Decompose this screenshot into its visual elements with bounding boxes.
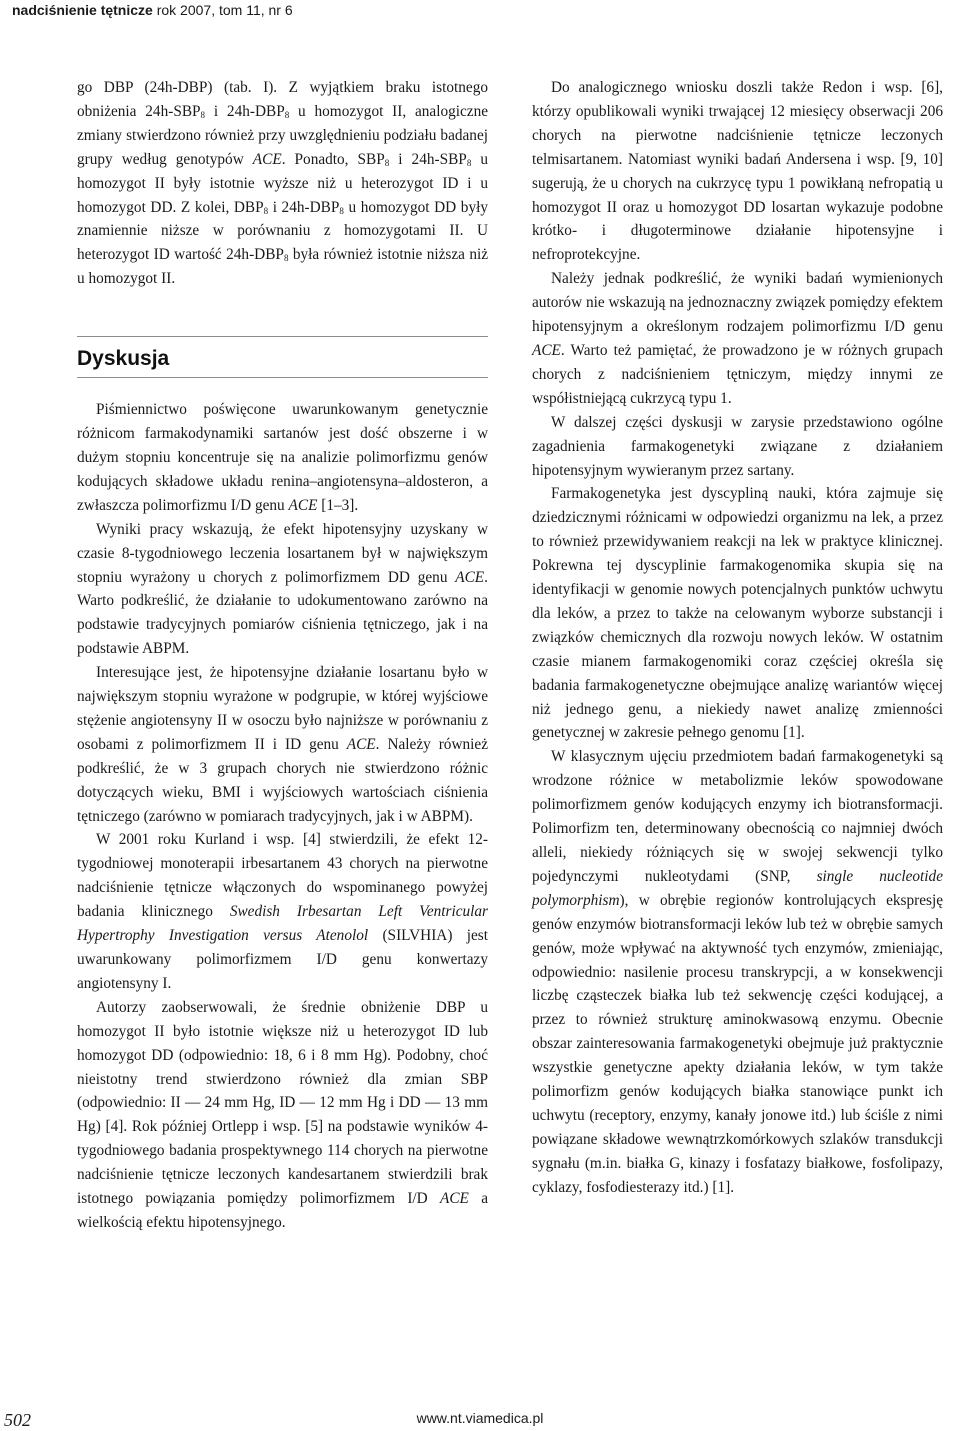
text-run: i 24h-SBP [389,150,467,168]
section-title: Dyskusja [77,347,170,371]
text-run: W klasycznym ujęciu przedmiotem badań farmakogenetyki są wrodzone różnice w metabolizmie leków spowodowane polimorfizmem genów kodujących enzymy ich biotransformacji. Polimorfizm ten, determinowany obecnością co najmniej dwóch alleli, niekiedy różniących się w swojej sekwencji tylko pojedynczymi nukleotydami (SNP, [532,748,943,885]
text-run: W 2001 roku Kurland i wsp. [4] stwierdzili, że efekt 12-tygodniowej monoterapii irbesartanem 43 chorych na pierwotne nadciśnienie tętnicze włączonych do wspominanego powyżej badania klinicznego [77,831,488,921]
page-number: 502 [4,1410,31,1430]
discussion-paragraph [532,482,943,745]
text-run: Wyniki pracy wskazują, że efekt hipotensyjny uzyskany w czasie 8-tygodniowego leczenia losartanem był w największym stopniu wyrażony u chorych z polimorfizmem DD genu [77,520,488,586]
discussion-paragraph [532,76,943,267]
subscript: 8 [200,109,206,120]
text-run: go DBP (24h-DBP) (tab. I). Z wyjątkiem braku istotnego obniżenia 24h-SBP [77,79,488,120]
text-run: i 24h-DBP [268,198,340,216]
journal-name: nadciśnienie tętnicze [12,2,153,18]
subscript: 8 [384,157,390,168]
subscript: 8 [466,157,472,168]
subscript: 8 [283,253,289,264]
text-run: Piśmiennictwo poświęcone uwarunkowanym genetycznie różnicom farmakodynamiki sartanów jest dość obszerne i w dużym stopniu koncentruje się na analizie polimorfizmu genów kodujących składowe układu renina–angiotensyna–aldosteron, a zwłaszcza polimorfizmu I/D genu [77,401,488,514]
discussion-paragraph [77,996,488,1235]
text-run: Farmakogenetyka jest dyscypliną nauki, która zajmuje się dziedzicznymi różnicami w odpowiedzi organizmu na lek, a przez to również przewidywaniem reakcji na lek w praktyce klinicznej. Pokrewna tej dyscyplinie farmakogenomika skupia się na identyfikacji w genomie nowych potencjalnych punktów uchwytu dla leków, a przez to także na celowanym wyborze substancji i związków chemicznych dla rozwoju nowych leków. W ostatnim czasie mianem farmakogenomiki coraz częściej określa się badania farmakogenetyczne obejmujące analizę wariantów więcej niż jednego genu, a niekiedy nawet analizę zmienności genetycznej w zakresie pełnego genomu [1]. [532,485,943,742]
footer-url[interactable]: www.nt.viamedica.pl [416,1410,544,1426]
text-run: ), w obrębie regionów kontrolujących ekspresję genów enzymów biotransformacji leków lub też w obrębie samych genów, może wpływać na aktywność tych enzymów, zmieniając, odpowiednio: nasilenie procesu transkrypcji, a w konsekwencji liczbę cząsteczek białka lub też sekwencję części kodującej, a przez to również strukturę aminokwasową enzymu. Obecnie obszar zainteresowania farmakogenetyki obejmuje już praktycznie wszystkie genetyczne apekty działania leków, w tym także polimorfizm genów kodujących białka stanowiące punkt ich uchwytu (receptory, enzymy, kanały jonowe itd.) lub ściśle z nimi powiązane składowe wewnątrzkomórkowych szlaków transdukcji sygnału (m.in. białka G, kinazy i fosfatazy białkowe, fosfolipazy, cyklazy, fosfodiesterazy itd.) [1]. [532,891,943,1196]
right-column [532,76,943,1200]
running-header [12,2,293,18]
gene-name: ACE [346,735,376,753]
text-run: Do analogicznego wniosku doszli także Redon i wsp. [6], którzy opublikowali wyniki trwającej 12 miesięcy obserwacji 206 chorych na pierwotne nadciśnienie tętnicze leczonych telmisartanem. Natomiast wyniki badań Andersena i wsp. [9, 10] sugerują, że u chorych na cukrzycę typu 1 powikłaną nefropatią u homozygot II oraz u homozygot DD losartan wykazuje podobne krótko- i długoterminowe działanie hipotensyjne i nefroprotekcyjne. [532,79,943,264]
text-run: u homozygot II były istotnie wyższe niż u heterozygot ID i u homozygot DD. Z kolei, DBP [77,150,488,216]
discussion-paragraph [77,518,488,661]
study-name: Swedish Irbesartan Left Ventricular Hypertrophy Investigation versus Atenolol [77,903,488,945]
subscript: 8 [263,205,269,216]
discussion-paragraph [532,411,943,483]
discussion-paragraph [77,661,488,828]
discussion-paragraph [77,398,488,518]
discussion-paragraph [532,267,943,410]
gene-name: ACE [455,568,485,586]
discussion-paragraph [77,828,488,995]
text-run: . Warto też pamiętać, że prowadzono je w różnych grupach chorych z nadciśnieniem tętniczym, między innymi ze współistniejącą cukrzycą typu 1. [532,341,943,407]
discussion-paragraph [532,745,943,1199]
text-run: W dalszej części dyskusji w zarysie przedstawiono ogólne zagadnienia farmakogenetyki związane z działaniem hipotensyjnym wywieranym przez sartany. [532,413,943,479]
text-run: (SILVHIA) jest uwarunkowany polimorfizmem I/D genu konwertazy angiotensyny I. [77,927,489,992]
subscript: 8 [284,109,290,120]
text-run: . Ponadto, SBP [281,150,385,168]
term-italic: single nucleotide polymorphism [532,867,943,909]
gene-name: ACE [252,150,282,168]
text-run: Należy jednak podkreślić, że wyniki badań wymienionych autorów nie wskazują na jednoznaczny związek pomiędzy efektem hipotensyjnym a określonym rodzajem polimorfizmu I/D genu [532,270,943,336]
text-run: Autorzy zaobserwowali, że średnie obniżenie DBP u homozygot II było istotnie większe niż u heterozygot ID lub homozygot DD (odpowiednio: 18, 6 i 8 mm Hg). Podobny, choć nieistotny trend stwierdzono również dla zmian SBP (odpowiednio: II — 24 mm Hg, ID — 12 mm Hg i DD — 13 mm Hg) [4]. Rok później Ortlepp i wsp. [5] na podstawie wyników 4-tygodniowego badania prospektywnego 114 chorych na pierwotne nadciśnienie tętnicze leczonych kandesartanem stwierdzili brak istotnego powiązania pomiędzy polimorfizmem I/D [77,998,488,1208]
volume-info: rok 2007, tom 11, nr 6 [156,2,293,18]
text-run: była również istotnie niższa niż u homozygot II. [77,246,489,288]
text-run: . Należy również podkreślić, że w 3 grupach chorych nie stwierdzono różnic dotyczących wieku, BMI i wyjściowych wartościach ciśnienia tętniczego (zarówno w pomiarach tradycyjnych, jak i w ABPM). [77,735,488,825]
text-run: u homozygot DD były znamiennie niższe w porównaniu z homozygotami II. U heterozygot ID wartość 24h-DBP [77,198,488,264]
text-run: a wielkością efektu hipotensyjnego. [77,1190,488,1231]
gene-name: ACE [440,1190,469,1208]
text-run: i 24h-DBP [205,102,285,120]
gene-name: ACE [288,496,318,514]
text-run: [1–3]. [317,496,359,514]
section-heading-block [77,336,488,378]
left-column [77,76,488,1235]
text-run: u homozygot II, analogiczne zmiany stwierdzono również przy uwzględnieniu podziału badanej grupy według genotypów [77,102,489,168]
text-run: . Warto podkreślić, że działanie to udokumentowano zarówno na podstawie tradycyjnych pomiarów ciśnienia tętniczego, jak i na podstawie ABPM. [77,568,488,658]
gene-name: ACE [532,341,561,359]
text-run: Interesujące jest, że hipotensyjne działanie losartanu było w największym stopniu wyrażone w podgrupie, w której wyjściowe stężenie angiotensyny II w osoczu było najniższe w porównaniu z osobami z polimorfizmem II i ID genu [77,664,488,753]
subscript: 8 [339,205,344,216]
results-paragraph-end [77,76,488,291]
